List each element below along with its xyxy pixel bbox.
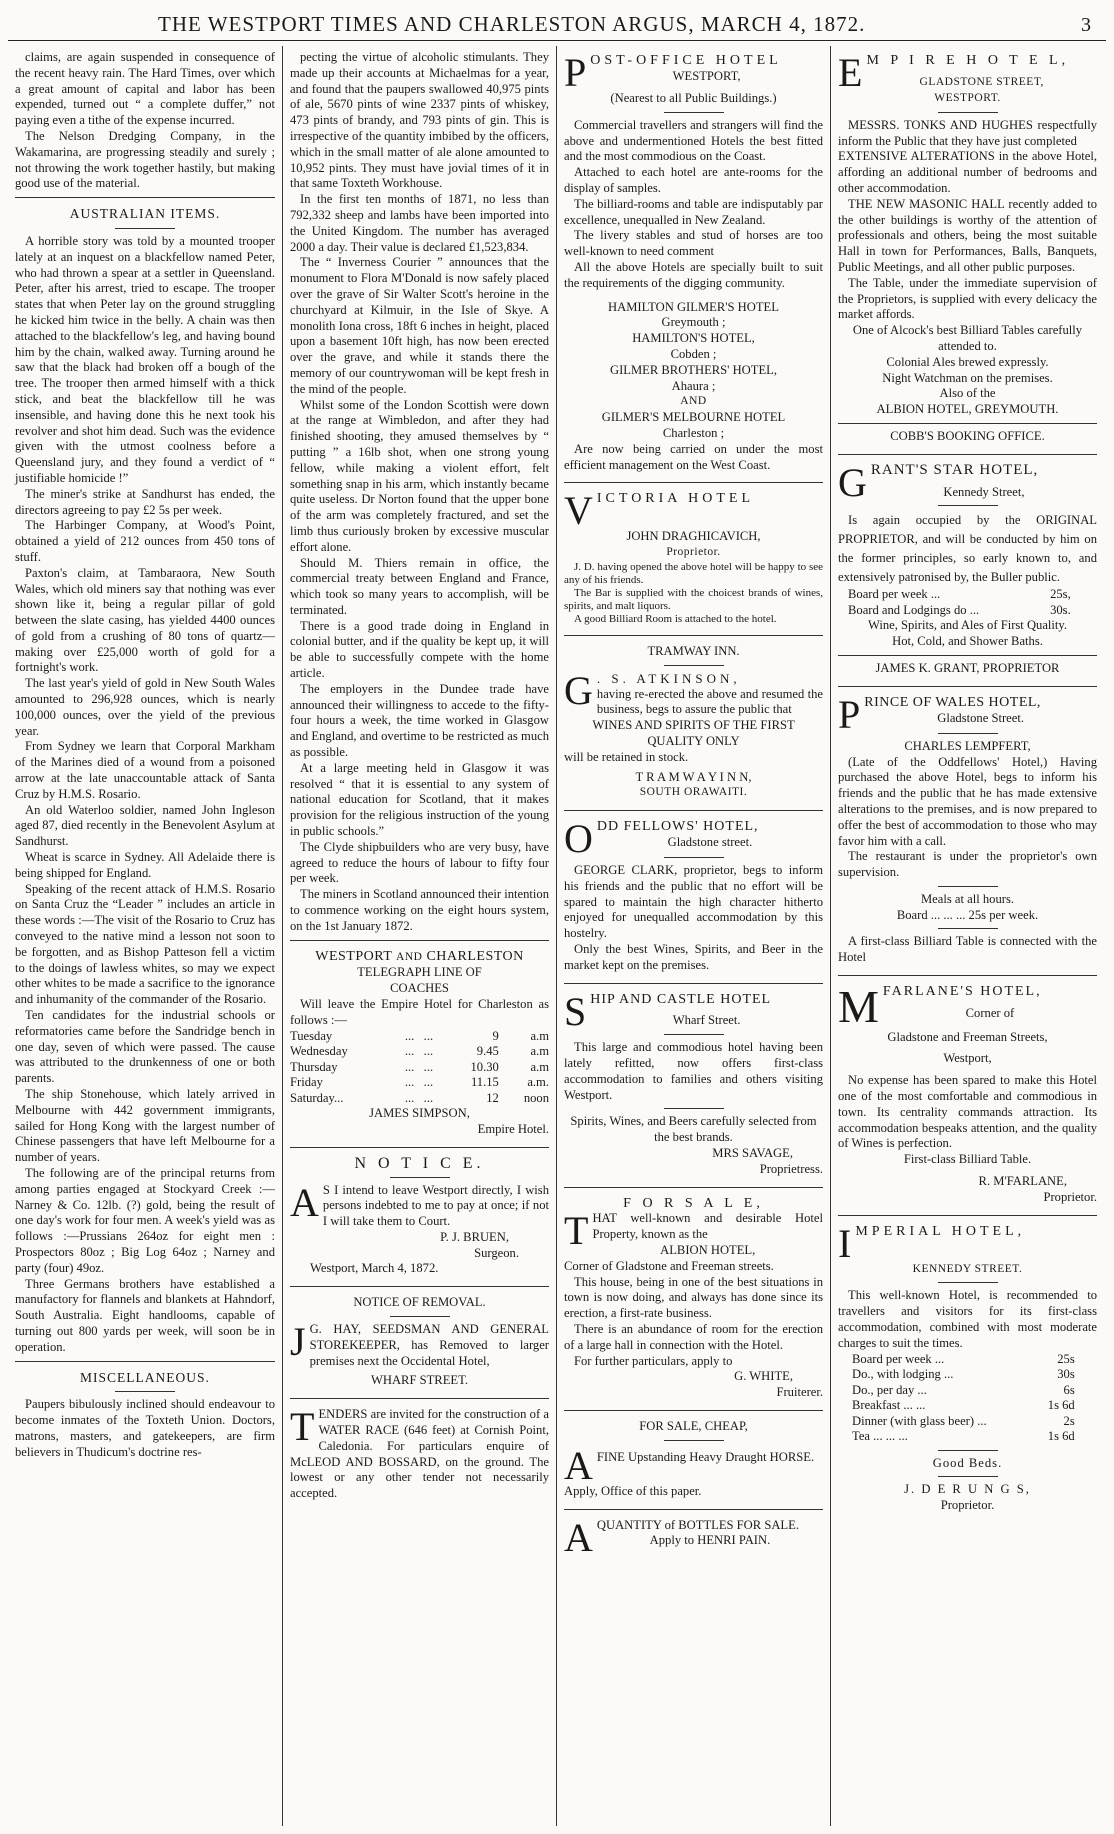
timetable-time: 11.15	[470, 1075, 499, 1090]
timetable-day: Friday	[290, 1075, 323, 1090]
ad-paragraph: For further particulars, apply to	[574, 1353, 733, 1368]
hotel-town: WESTPORT.	[934, 92, 1001, 104]
hotel-title: RANT'S STAR HOTEL,	[870, 461, 1039, 478]
hotel-street: Gladstone Street.	[937, 710, 1024, 725]
hotel-street: Kennedy Street,	[943, 484, 1025, 499]
hotel-street: Gladstone street.	[667, 834, 753, 849]
ad-line: Meals at all hours.	[920, 891, 1015, 906]
post-office-hotel-advertisement	[564, 50, 823, 477]
rate-row	[852, 1352, 1075, 1368]
ad-line: One of Alcock's best Billiard Tables carefully attended to.	[852, 323, 1083, 353]
tramway-place: SOUTH ORAWAITI.	[639, 786, 748, 799]
rate-price: 2s	[1063, 1413, 1075, 1428]
article-paragraph: Paxton's claim, at Tambaraora, New South Wales, which old miners say that nothing was ever shown like it, being a regular pillar of gold between the slate casing, has yielded 4400 ounces of gold from a crushing of 80 tons of quartz—making over £25,000 worth of gold for a fortnight's work.	[15, 565, 275, 675]
coach-title-a: WESTPORT	[315, 948, 393, 964]
timetable-row	[290, 1075, 549, 1091]
ad-paragraph: (Late of the Oddfellows' Hotel,) Having purchased the above Hotel, begs to inform his friends and the public that he has made extensive alterations to the premises, and is now prepared to offer the best of accommodation to those who may favor him with a call.	[838, 754, 1097, 848]
drop-cap: V	[564, 488, 593, 534]
timetable-ampm: noon	[523, 1090, 549, 1105]
timetable-time: 9.45	[476, 1044, 499, 1059]
divider	[838, 975, 1097, 976]
hotel-title: MPERIAL HOTEL,	[855, 1223, 1026, 1239]
timetable-day: Tuesday	[290, 1028, 333, 1043]
timetable-time: 10.30	[470, 1059, 499, 1074]
masthead	[8, 8, 1106, 41]
bottles-text: QUANTITY of BOTTLES FOR SALE.	[596, 1517, 799, 1532]
article-paragraph: The ship Stonehouse, which lately arrived in Melbourne with 442 government immigrants, sailed for Hong Kong with the largest number of Chinese passengers that have left Melbourne for a number of years.	[15, 1087, 275, 1165]
divider	[15, 1361, 275, 1362]
section-heading: AUSTRALIAN ITEMS.	[69, 206, 221, 222]
timetable-row	[290, 1044, 549, 1060]
timetable-day: Saturday...	[290, 1090, 344, 1105]
rate-item: Do., with lodging ...	[852, 1367, 954, 1382]
divider	[938, 886, 998, 887]
drop-cap: J	[290, 1319, 306, 1365]
rates-table	[848, 587, 1071, 618]
ad-line: Good Beds.	[932, 1455, 1003, 1470]
divider	[838, 423, 1097, 424]
timetable-ampm: a.m	[530, 1059, 549, 1074]
tramway-inn-advertisement	[564, 641, 823, 805]
hotel-name: GILMER BROTHERS' HOTEL,	[609, 362, 778, 377]
rate-price: 30s	[1057, 1367, 1075, 1382]
article-paragraph: At a large meeting held in Glasgow it was resolved “ that it is essential to any system of national education for Scotland, that it makes provision for the religious instruction of the young in public schools.”	[290, 760, 549, 839]
ad-paragraph: Is again occupied by the ORIGINAL PROPRIETOR, and will be conducted by him on the former principles, so early known to, and extensively patronised by, the Buller public.	[838, 513, 1097, 585]
notice-name: P. J. BRUEN,	[440, 1229, 509, 1244]
article-paragraph: The following are of the principal returns from among parties engaged at Stockyard Creek :—Narney & Co. 12lb. (?) gold, being the result of one day's work for four men. A week's yield was as follows :—Prussians 264oz for eight men : Prospectors 80oz ; Big Log 64oz ; Narney and party (four) 49oz.	[15, 1165, 275, 1275]
ad-line: Colonial Ales brewed expressly.	[886, 354, 1049, 369]
ad-paragraph: Are now being carried on under the most efficient management on the West Coast.	[564, 441, 823, 472]
seller-role: Fruiterer.	[776, 1385, 823, 1400]
hotel-name: HAMILTON GILMER'S HOTEL	[608, 299, 779, 314]
hotel-street: KENNEDY STREET.	[912, 1262, 1023, 1275]
timetable-dots: ...	[423, 1044, 434, 1059]
article-paragraph: In the first ten months of 1871, no less than 792,332 sheep and lambs have been imported into the United Kingdom. The number has averaged 2000 a day. Their value is declared £1,523,834.	[290, 192, 549, 254]
ad-paragraph: This well-known Hotel, is recommended to travellers and visitors for its first-class accommodation, combined with most moderate charges to suit the times.	[838, 1288, 1097, 1350]
rate-row	[852, 1429, 1075, 1445]
rate-row	[852, 1414, 1075, 1430]
timetable-dots: ...	[404, 1044, 415, 1059]
prince-of-wales-hotel-advertisement	[838, 692, 1097, 970]
hotel-title: ICTORIA HOTEL	[596, 491, 755, 507]
hotel-street: Wharf Street.	[672, 1013, 741, 1028]
column-3	[556, 46, 830, 1826]
timetable-ampm: a.m.	[527, 1075, 549, 1090]
divider	[938, 928, 998, 929]
rate-row	[848, 603, 1071, 619]
drop-cap: G	[564, 667, 593, 713]
page-number: 3	[1081, 14, 1092, 36]
tramway-title: TRAMWAY INN.	[647, 643, 740, 658]
coach-timetable	[290, 1029, 549, 1107]
cheap-apply: Apply, Office of this paper.	[564, 1483, 702, 1498]
proprietor-role: Proprietress.	[759, 1161, 823, 1176]
proprietor-name: J. D E R U N G S,	[904, 1482, 1031, 1497]
divider	[390, 1177, 450, 1178]
timetable-ampm: a.m	[530, 1028, 549, 1043]
hotel-place: Cobden ;	[670, 346, 717, 361]
tramway-retained: will be retained in stock.	[564, 749, 689, 764]
ad-paragraph: The livery stables and stud of horses are too well-known to need comment	[564, 228, 823, 259]
timetable-dots: ...	[423, 1075, 434, 1090]
divider	[664, 665, 724, 666]
hotel-title: OST-OFFICE HOTEL	[590, 53, 782, 68]
rate-row	[852, 1383, 1075, 1399]
coach-place: Empire Hotel.	[477, 1121, 549, 1136]
hotel-street: GLADSTONE STREET,	[919, 75, 1044, 88]
coach-line-2: TELEGRAPH LINE OF	[357, 965, 482, 980]
coach-line-3: COACHES	[390, 981, 449, 996]
rate-item: Dinner (with glass beer) ...	[852, 1413, 987, 1428]
notice-title: N O T I C E.	[354, 1154, 485, 1172]
drop-cap: A	[564, 1442, 593, 1488]
rate-price: 25s,	[1050, 587, 1071, 602]
divider	[115, 228, 175, 229]
rate-row	[852, 1367, 1075, 1383]
divider	[664, 112, 724, 113]
coach-title-and: AND	[396, 950, 423, 963]
drop-cap: P	[564, 50, 587, 95]
divider	[838, 686, 1097, 687]
rate-price: 25s	[1057, 1351, 1075, 1366]
timetable-row	[290, 1029, 549, 1045]
timetable-dots: ...	[404, 1028, 415, 1043]
divider	[564, 810, 823, 811]
rate-item: Tea ... ... ...	[852, 1429, 908, 1444]
article-paragraph: The Nelson Dredging Company, in the Wakamarina, are progressing steadily and surely ; not throwing the work together hastily, but making good use of the material.	[15, 128, 275, 191]
proprietor-name: CHARLES LEMPFERT,	[904, 738, 1031, 753]
cheap-text: FINE Upstanding Heavy Draught HORSE.	[596, 1449, 815, 1464]
tramway-wines: WINES AND SPIRITS OF THE FIRST QUALITY ONLY	[592, 718, 795, 748]
tenders-text: ENDERS are invited for the construction of a WATER RACE (646 feet) at Cornish Point, Caledonia. For particulars enquire of McLEOD AND BOSSARD, on the ground. The lowest or any other tender not necessarily accepted.	[290, 1407, 549, 1501]
ad-paragraph: EXTENSIVE ALTERATIONS in the above Hotel, affording an additional number of bedrooms and other accommodation.	[838, 149, 1097, 195]
hotel-title: RINCE OF WALES HOTEL,	[864, 694, 1041, 710]
article-paragraph: Paupers bibulously inclined should endeavour to become inmates of the Toxteth Union. Doctors, matrons, masters, and gatekeepers, are firm believers in Thudicum's doctrine res-	[15, 1397, 275, 1459]
proprietor-name: JOHN DRAGHICAVICH,	[626, 529, 761, 544]
removal-text: G. HAY, SEEDSMAN AND GENERAL STOREKEEPER, has Removed to larger premises next the Occidental Hotel,	[309, 1322, 549, 1368]
hotel-subtitle: (Nearest to all Public Buildings.)	[610, 91, 777, 105]
seller-name: G. WHITE,	[734, 1369, 793, 1384]
ad-paragraph: All the above Hotels are specially built to suit the requirements of the digging community.	[564, 259, 823, 290]
cheap-title: FOR SALE, CHEAP,	[639, 1419, 748, 1433]
article-paragraph: Should M. Thiers remain in office, the commercial treaty between England and France, which took so many years to accomplish, will be terminated.	[290, 555, 549, 617]
timetable-day: Wednesday	[290, 1044, 348, 1059]
ad-paragraph: Commercial travellers and strangers will find the above and undermentioned Hotels the best fitted and the most commodious on the Coast.	[564, 117, 823, 164]
ad-paragraph: No expense has been spared to make this Hotel one of the most comfortable and commodious in town. Its centrality commands attraction. Its accommodation bespeaks attention, and the quality of Wines is perfection.	[838, 1073, 1097, 1151]
article-paragraph: A horrible story was told by a mounted trooper lately at an inquest on a blackfellow named Peter, who had thrown a spear at a settler in Queensland. Peter, after his arrest, tried to escape. The trooper states that when Peter lay on the ground struggling he kicked him twice in the belly. A chain was then attached to the blackfellow's leg, and having bound him by the chain, walked away. Turning around he saw that the black had broken off a bough of the tree. The trooper then armed himself with a thick stick, and beat the blackfellow till he was insensible, and having done this he next took his revolver and shot him dead. Such was the evidence given with the utmost coolness before a Queensland jury, and they found a verdict of “ justifiable homicide !”	[15, 233, 275, 485]
divider	[564, 482, 823, 483]
timetable-ampm: a.m	[530, 1044, 549, 1059]
article-paragraph: The miners in Scotland announced their intention to commence working on the eight hours system, on the 1st January 1872.	[290, 887, 550, 933]
ad-paragraph: A good Billiard Room is attached to the hotel.	[574, 612, 777, 625]
divider	[290, 1398, 549, 1399]
hotel-corner: Corner of	[965, 1005, 1015, 1020]
removal-title: NOTICE OF REMOVAL.	[353, 1295, 486, 1310]
article-paragraph: The miner's strike at Sandhurst has ended, the directors agreeing to pay £2 5s per week.	[15, 486, 275, 517]
hotel-town: WESTPORT,	[672, 68, 741, 83]
horse-for-sale-advertisement	[564, 1416, 823, 1504]
drop-cap: E	[838, 50, 863, 95]
rate-item: Board per week ...	[848, 587, 941, 602]
ad-paragraph: The restaurant is under the proprietor's own supervision.	[838, 849, 1097, 880]
ad-line: First-class Billiard Table.	[903, 1152, 1032, 1167]
oddfellows-hotel-advertisement	[564, 816, 823, 978]
grants-star-hotel-advertisement	[838, 460, 1097, 681]
proprietor-role: Proprietor.	[666, 546, 721, 559]
ad-paragraph: The Table, under the immediate supervision of the Proprietors, is supplied with every delicacy the market affords.	[838, 275, 1097, 322]
rate-price: 1s 6d	[1047, 1429, 1075, 1444]
proprietor-name: R. M'FARLANE,	[978, 1174, 1067, 1189]
ad-paragraph: This large and commodious hotel having been lately refitted, now offers first-class accommodation to families and others visiting Westport.	[564, 1040, 823, 1102]
newspaper-title: THE WESTPORT TIMES AND CHARLESTON ARGUS, MARCH 4, 1872.	[158, 12, 866, 36]
cobb-line: COBB'S BOOKING OFFICE.	[890, 428, 1045, 443]
notice-role: Surgeon.	[474, 1245, 519, 1260]
divider	[664, 857, 724, 858]
timetable-day: Thursday	[290, 1059, 338, 1074]
removal-street: WHARF STREET.	[370, 1373, 469, 1388]
article-paragraph: The Clyde shipbuilders who are very busy, have agreed to reduce the hours of labour to fifty four per week.	[290, 839, 549, 886]
ad-paragraph: There is an abundance of room for the erection of a large hall in connection with the Hotel.	[564, 1322, 823, 1352]
hotel-town: Westport,	[943, 1051, 992, 1066]
ship-castle-hotel-advertisement	[564, 989, 823, 1182]
rate-item: Board and Lodgings do ...	[848, 602, 980, 617]
timetable-dots: ...	[423, 1059, 434, 1074]
divider	[664, 1034, 724, 1035]
ad-paragraph: Only the best Wines, Spirits, and Beer in the market kept on the premises.	[564, 942, 823, 972]
divider	[938, 1282, 998, 1283]
column-2	[282, 46, 556, 1826]
bottles-apply: Apply to HENRI PAIN.	[649, 1533, 771, 1548]
timetable-dots: ...	[404, 1059, 415, 1074]
for-sale-albion-advertisement	[564, 1193, 823, 1405]
coach-proprietor: JAMES SIMPSON,	[369, 1106, 470, 1121]
article-paragraph: An old Waterloo soldier, named John Ingleson aged 87, died recently in the Benevolent Asylum at Sandhurst.	[15, 802, 275, 849]
divider	[664, 1440, 724, 1441]
article-paragraph: claims, are again suspended in consequence of the recent heavy rain. The Hard Times, over which a great amount of capital and labor has been expended, turned out “ a complete duffer,” not paying even a tithe of the expense incurred.	[15, 50, 275, 128]
article-paragraph: There is a good trade doing in England in colonial butter, and if the quality be kept up, it will be able to successfully compete with the home article.	[290, 618, 549, 681]
coach-intro: Will leave the Empire Hotel for Charleston as follows :—	[290, 997, 549, 1027]
proprietor-role: Proprietor.	[1043, 1189, 1097, 1204]
coach-advertisement	[290, 946, 549, 1142]
coach-title-b: CHARLESTON	[426, 948, 524, 964]
timetable-row	[290, 1091, 549, 1107]
drop-cap: S	[564, 988, 587, 1034]
newspaper-page	[8, 8, 1106, 1826]
article-paragraph: Three Germans brothers have established a manufactory for flannels and blankets at Hahndorf, South Australia. Eight handlooms, capable of turning out 800 yards per week, will soon be in operation.	[15, 1276, 275, 1354]
ad-line: Wine, Spirits, and Ales of First Quality.	[867, 618, 1068, 633]
hotel-name: GILMER'S MELBOURNE HOTEL	[601, 410, 786, 425]
divider	[290, 940, 549, 941]
hotel-streets: Gladstone and Freeman Streets,	[887, 1029, 1048, 1044]
rates-table	[852, 1352, 1075, 1445]
hotel-title: DD FELLOWS' HOTEL,	[596, 819, 759, 835]
hotel-name: HAMILTON'S HOTEL,	[632, 331, 755, 346]
and-label: AND	[680, 395, 707, 408]
ad-line: Also of the	[939, 386, 996, 401]
timetable-dots: ...	[404, 1075, 415, 1090]
drop-cap: T	[564, 1208, 589, 1254]
rate-item: Board per week ...	[852, 1351, 945, 1366]
hotel-place: Charleston ;	[662, 425, 725, 440]
divider	[838, 454, 1097, 455]
article-paragraph: The Harbinger Company, at Wood's Point, obtained a yield of 212 ounces from 450 tons of stuff.	[15, 518, 275, 564]
section-heading: MISCELLANEOUS.	[80, 1369, 210, 1385]
ad-paragraph: A first-class Billiard Table is connected with the Hotel	[838, 934, 1097, 965]
hotel-place: Ahaura ;	[671, 378, 716, 393]
ad-line: Night Watchman on the premises.	[882, 370, 1053, 385]
rate-row	[852, 1398, 1075, 1414]
article-paragraph: Ten candidates for the industrial schools or reformatories came before the Sandridge bench in one day, seven of which were passed. The cause was attributed to the drunkenness of one or both parents.	[15, 1008, 275, 1086]
proprietor-name: JAMES K. GRANT, PROPRIETOR	[875, 660, 1060, 675]
notice-date: Westport, March 4, 1872.	[310, 1261, 439, 1276]
article-paragraph: Speaking of the recent attack of H.M.S. Rosario on Santa Cruz the “Leader ” includes an article in these words :—The visit of the Rosario to Cruz has conveyed to the native mind a lesson not soon to be forgotten, and as Bishop Patteson fell a victim to the doings of lawless whites, so may we expect other whites to be made a sacrifice to the ignorance and inhumanity of the commander of the Rosario.	[15, 881, 275, 1007]
ad-line: Board ... ... ... 25s per week.	[896, 907, 1039, 922]
ad-paragraph: This house, being in one of the best situations in town is now doing, and always has done since its erection, a first-rate business.	[564, 1274, 823, 1321]
drop-cap: M	[838, 981, 879, 1033]
ad-paragraph: The Bar is supplied with the choicest brands of wines, spirits, and malt liquors.	[564, 586, 823, 612]
empire-hotel-advertisement	[838, 50, 1097, 449]
albion-line: ALBION HOTEL, GREYMOUTH.	[876, 402, 1059, 417]
ad-paragraph: THE NEW MASONIC HALL recently added to the other buildings is worthy of the attention of professionals and others, being the most suitable Hall in town for Performances, Balls, Banquets, Public Meetings, and all other public purposes.	[838, 196, 1097, 274]
rate-price: 30s.	[1050, 602, 1071, 617]
drop-cap: P	[838, 691, 861, 737]
ad-paragraph: MESSRS. TONKS AND HUGHES respectfully inform the Public that they have just completed	[838, 117, 1097, 148]
divider	[938, 505, 998, 506]
notice-advertisement	[290, 1153, 549, 1282]
divider	[664, 1108, 724, 1109]
imperial-hotel-advertisement	[838, 1221, 1097, 1518]
for-sale-corner: Corner of Gladstone and Freeman streets.	[564, 1258, 774, 1273]
tramway-inn-name: T R A M W A Y I N N,	[635, 769, 752, 784]
hotel-title: M P I R E H O T E L,	[866, 53, 1070, 68]
ad-line: Hot, Cold, and Shower Baths.	[892, 634, 1043, 649]
article-paragraph: pecting the virtue of alcoholic stimulants. They made up their accounts at Michaelmas for a year, and found that the paupers swallowed 40,975 pints of ale, 5670 pints of wine 2337 pints of whiskey, 473 pints of brandy, and 793 pints of gin. This is irrespective of the quantity imbibed by the officers, which in the small matter of ale alone amounted to 10,952 pints. They must have jovial times of it in that same Toxteth Workhouse.	[290, 50, 549, 191]
divider	[564, 983, 823, 984]
divider	[938, 112, 998, 113]
article-paragraph: Wheat is scarce in Sydney. All Adelaide there is being shipped for England.	[15, 850, 275, 880]
hotel-title: HIP AND CASTLE HOTEL	[590, 991, 772, 1007]
divider	[564, 1509, 823, 1510]
drop-cap: O	[564, 816, 593, 862]
rate-item: Do., per day ...	[852, 1382, 927, 1397]
divider	[15, 197, 275, 198]
for-sale-text: HAT well-known and desirable Hotel Property, known as the	[592, 1211, 823, 1242]
drop-cap: A	[290, 1179, 319, 1225]
for-sale-hotel: ALBION HOTEL,	[660, 1243, 756, 1258]
rate-item: Breakfast ... ...	[852, 1398, 926, 1413]
divider	[938, 1450, 998, 1451]
divider	[390, 1316, 450, 1317]
victoria-hotel-advertisement	[564, 488, 823, 630]
rate-price: 6s	[1063, 1382, 1075, 1397]
mfarlanes-hotel-advertisement	[838, 981, 1097, 1210]
divider	[564, 1410, 823, 1411]
timetable-time: 9	[492, 1028, 499, 1043]
drop-cap: I	[838, 1220, 852, 1266]
divider	[838, 1215, 1097, 1216]
column-1	[8, 46, 282, 1826]
tenders-advertisement	[290, 1404, 549, 1506]
notice-text: S I intend to leave Westport directly, I wish persons indebted to me to pay at once; if not I will take them to Court.	[322, 1182, 549, 1229]
divider	[115, 1391, 175, 1392]
timetable-dots: ...	[423, 1028, 434, 1043]
divider	[564, 1187, 823, 1188]
bottles-advertisement	[564, 1514, 823, 1560]
timetable-time: 12	[486, 1090, 499, 1105]
divider	[290, 1286, 549, 1287]
timetable-dots: ...	[423, 1090, 434, 1105]
hotel-title: FARLANE'S HOTEL,	[882, 984, 1042, 1000]
coach-title	[290, 949, 549, 966]
drop-cap: A	[564, 1514, 593, 1560]
article-paragraph: From Sydney we learn that Corporal Markham of the Marines died of a wound from a poisoned arrow at the late unaccountable attack of Santa Cruz by H.M.S. Rosario.	[15, 739, 275, 801]
proprietor-role: Proprietor.	[940, 1498, 995, 1513]
for-sale-title: F O R S A L E,	[623, 1195, 764, 1211]
hotel-place: Greymouth ;	[661, 315, 726, 330]
divider	[564, 635, 823, 636]
ad-paragraph: GEORGE CLARK, proprietor, begs to inform his friends and the public that no effort will be spared to maintain the high character hitherto enjoyed for unequalled accommodation by this hostelry.	[564, 863, 823, 941]
tramway-text: having re-erected the above and resumed the business, begs to assure the public that	[596, 686, 823, 717]
article-paragraph: Whilst some of the London Scottish were down at the range at Wimbledon, and after they had finished shooting, they amused themselves by “ putting ” a 16lb shot, when one strong young fellow, while making a violent effort, felt something snap in his arm, which instantly became quite useless. Dr Norton found that the upper bone of the arm was completely fractured, and set the limb thus curiously broken by excessive muscular effort alone.	[290, 397, 549, 554]
divider	[838, 655, 1097, 656]
divider	[938, 1476, 998, 1477]
divider	[938, 733, 998, 734]
article-paragraph: The “ Inverness Courier ” announces that the monument to Flora M'Donald is now safely placed over the grave of Sir Walter Scott's heroine in the churchyard at Kilmuir, in the Isle of Skye. A monolith Iona cross, 18ft 6 inches in height, placed upon a basement 10ft high, has now been erected over the grave, and while it stands there the memory of our countrywoman will be kept fresh in the mind of the people.	[290, 255, 549, 396]
timetable-row	[290, 1060, 549, 1076]
rate-price: 1s 6d	[1047, 1398, 1075, 1413]
article-paragraph: The employers in the Dundee trade have announced their willingness to accede to the fifty-four hours a week, the time worked in Glasgow and England, and overtime to be restricted as much as possible.	[290, 681, 549, 760]
ad-paragraph: The billiard-rooms and table are indisputably par excellence, unequalled in New Zealand.	[564, 196, 823, 227]
drop-cap: T	[290, 1404, 315, 1450]
article-paragraph: The last year's yield of gold in New South Wales amounted to 296,928 ounces, which is nearly 100,000 ounces, over the yield of the previous year.	[15, 676, 275, 738]
column-4	[830, 46, 1104, 1826]
proprietor-name: MRS SAVAGE,	[712, 1146, 793, 1161]
timetable-dots: ...	[404, 1090, 415, 1105]
removal-advertisement	[290, 1292, 549, 1393]
rate-row	[848, 587, 1071, 603]
tramway-head: . S. ATKINSON,	[596, 670, 741, 686]
ad-spirits: Spirits, Wines, and Beers carefully selected from the best brands.	[570, 1114, 817, 1145]
drop-cap: G	[838, 459, 867, 505]
ad-paragraph: J. D. having opened the above hotel will be happy to see any of his friends.	[564, 560, 823, 586]
divider	[290, 1147, 549, 1148]
ad-paragraph: Attached to each hotel are ante-rooms for the display of samples.	[564, 165, 823, 195]
